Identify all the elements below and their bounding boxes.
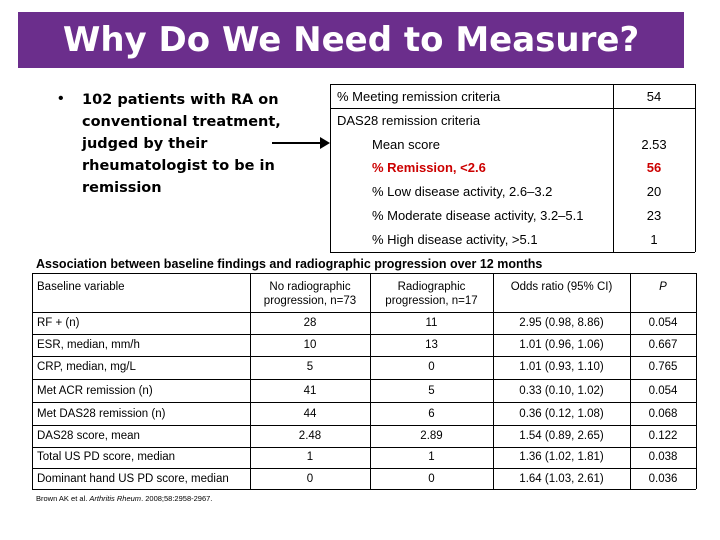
summary-value: 1 [650, 232, 658, 247]
cell-radiographic: 2.89 [420, 430, 443, 442]
cell-odds-ratio: 1.36 (1.02, 1.81) [519, 451, 604, 463]
cell-variable: CRP, median, mg/L [37, 361, 136, 373]
cell-odds-ratio: 0.33 (0.10, 1.02) [519, 385, 604, 397]
cell-radiographic: 5 [428, 385, 435, 397]
cell-no-radiographic: 1 [306, 451, 314, 463]
cell-variable: Met ACR remission (n) [37, 385, 153, 397]
cell-odds-ratio: 1.01 (0.93, 1.10) [519, 361, 604, 373]
citation-details: . 2008;58:2958-2967. [141, 494, 213, 503]
header-odds-ratio: Odds ratio (95% CI) [510, 281, 613, 293]
summary-border-top [330, 84, 695, 85]
cell-odds-ratio: 1.01 (0.96, 1.06) [519, 339, 604, 351]
bullet-marker: • [58, 90, 64, 107]
assoc-row-divider [32, 312, 696, 313]
citation [36, 494, 212, 503]
summary-value: 54 [646, 89, 662, 104]
cell-p-value: 0.054 [648, 385, 678, 397]
assoc-row-divider [32, 468, 696, 469]
summary-label: % High disease activity, >5.1 [372, 232, 538, 247]
bullet-line: conventional treatment, [82, 114, 281, 130]
cell-variable: Met DAS28 remission (n) [37, 408, 166, 420]
summary-label: DAS28 remission criteria [337, 113, 481, 128]
cell-p-value: 0.068 [648, 408, 678, 420]
bullet-line: rheumatologist to be in [82, 158, 275, 174]
header-line: progression, n=17 [385, 295, 478, 307]
assoc-border-bottom [32, 489, 696, 490]
summary-label: % Meeting remission criteria [337, 89, 501, 104]
cell-variable: ESR, median, mm/h [37, 339, 140, 351]
title-bar [18, 12, 684, 68]
cell-no-radiographic: 10 [303, 339, 317, 351]
summary-border-right [695, 84, 696, 252]
cell-no-radiographic: 28 [303, 317, 317, 329]
cell-radiographic: 0 [428, 361, 435, 373]
slide-title: Why Do We Need to Measure? [62, 20, 640, 60]
cell-no-radiographic: 0 [306, 473, 314, 485]
cell-radiographic: 6 [428, 408, 435, 420]
summary-label: % Moderate disease activity, 3.2–5.1 [372, 208, 584, 223]
assoc-row-divider [32, 447, 696, 448]
cell-radiographic: 13 [425, 339, 438, 351]
cell-no-radiographic: 2.48 [298, 430, 322, 442]
header-no-radiographic [250, 280, 370, 308]
bullet-line: judged by their [82, 136, 208, 152]
summary-value: 23 [646, 208, 662, 223]
cell-no-radiographic: 5 [306, 361, 314, 373]
right-arrow-icon [272, 133, 332, 153]
header-baseline-variable: Baseline variable [37, 281, 125, 293]
bullet-line: remission [82, 180, 162, 196]
cell-p-value: 0.765 [648, 361, 678, 373]
cell-p-value: 0.667 [648, 339, 678, 351]
cell-radiographic: 0 [428, 473, 435, 485]
summary-divider [330, 108, 695, 109]
summary-value: 2.53 [641, 137, 667, 152]
bullet-text [82, 89, 282, 199]
cell-p-value: 0.036 [648, 473, 678, 485]
assoc-row-divider [32, 334, 696, 335]
header-line: progression, n=73 [263, 295, 357, 307]
assoc-border-right [696, 273, 697, 489]
assoc-row-divider [32, 379, 696, 380]
header-radiographic [370, 280, 493, 308]
cell-no-radiographic: 41 [303, 385, 317, 397]
summary-value: 20 [646, 184, 662, 199]
cell-radiographic: 11 [425, 317, 438, 329]
cell-p-value: 0.122 [648, 430, 678, 442]
summary-label: % Low disease activity, 2.6–3.2 [372, 184, 553, 199]
header-line: No radiographic [269, 281, 351, 293]
header-line: Radiographic [397, 281, 466, 293]
assoc-row-divider [32, 356, 696, 357]
cell-variable: RF + (n) [37, 317, 80, 329]
cell-variable: Dominant hand US PD score, median [37, 473, 229, 485]
assoc-border-left [32, 273, 33, 489]
assoc-row-divider [32, 402, 696, 403]
summary-value-highlight: 56 [646, 160, 662, 175]
cell-p-value: 0.038 [648, 451, 678, 463]
summary-border-bottom [330, 252, 695, 253]
cell-variable: DAS28 score, mean [37, 430, 140, 442]
citation-journal: Arthritis Rheum [89, 494, 142, 503]
assoc-border-top [32, 273, 696, 274]
assoc-table-title: Association between baseline findings and radiographic progression over 12 months [36, 257, 543, 271]
cell-odds-ratio: 1.64 (1.03, 2.61) [519, 473, 604, 485]
cell-no-radiographic: 44 [303, 408, 317, 420]
assoc-row-divider [32, 425, 696, 426]
summary-border-left [330, 84, 331, 252]
citation-authors: Brown AK et al. [36, 494, 90, 503]
cell-odds-ratio: 0.36 (0.12, 1.08) [519, 408, 604, 420]
cell-odds-ratio: 1.54 (0.89, 2.65) [519, 430, 604, 442]
cell-odds-ratio: 2.95 (0.98, 8.86) [519, 317, 604, 329]
summary-label: Mean score [372, 137, 440, 152]
cell-variable: Total US PD score, median [37, 451, 176, 463]
summary-label-highlight: % Remission, <2.6 [372, 160, 486, 175]
cell-p-value: 0.054 [648, 317, 678, 329]
header-p-value: P [659, 281, 667, 293]
cell-radiographic: 1 [428, 451, 435, 463]
bullet-line: 102 patients with RA on [82, 92, 279, 108]
